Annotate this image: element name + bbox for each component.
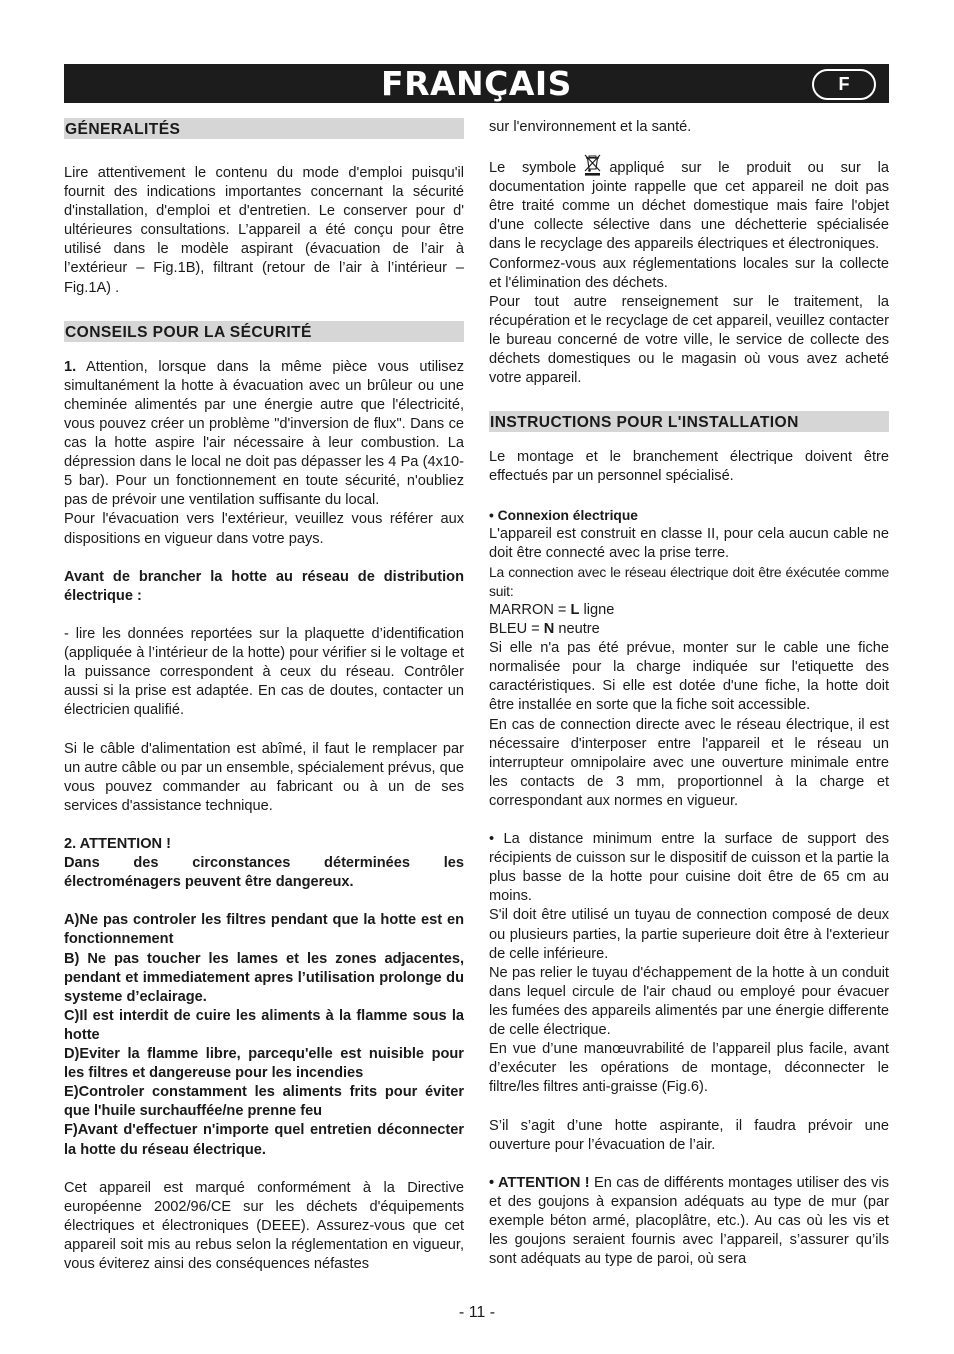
right-column bbox=[489, 118, 889, 1269]
attention-installation-label: • ATTENTION ! bbox=[489, 1174, 590, 1191]
securite-paragraph-1-text: Attention, lorsque dans la même pièce vous utilisez simultanément la hotte à évacuation avec un brûleur ou une cheminée alimentés par une énergie autre que l'électricité, vous pouvez créer un problème "d'inversion de flux". Dans ce cas la hotte aspire l'air nécessaire à leur combustion. La dépression dans le local ne doit pas dépasser les 4 Pa (4x10-5 bar). Pour un fonctionnement en toute sécurité, n'oubliez pas de prévoir une ventilation suffisante du local. bbox=[64, 358, 465, 509]
connexion-title: • Connexion électrique bbox=[489, 507, 638, 523]
installation-intro: Le montage et le branchement électrique doivent être effectués par un personnel spécialisé. bbox=[489, 449, 889, 485]
wire-marron bbox=[489, 601, 889, 620]
regles-paragraph: Conformez-vous aux réglementations locales sur la collecte et l'élimination des déchets. bbox=[489, 255, 889, 291]
section-heading-installation: INSTRUCTIONS POUR L'INSTALLATION bbox=[489, 411, 889, 432]
language-badge: F bbox=[812, 69, 876, 100]
securite-paragraph-cable: Si le câble d'alimentation est abîmé, il faut le remplacer par un autre câble ou par un ensemble, spécialement prévus, que vous pouvez commander au fabricant ou à un de ses services d'assistance technique. bbox=[64, 740, 464, 814]
wire-marron-label: MARRON = bbox=[489, 601, 571, 618]
attention-item-f: F)Avant d'effectuer n'importe quel entretien déconnecter la hotte du réseau électrique. bbox=[64, 1122, 464, 1158]
wire-bleu bbox=[489, 620, 889, 639]
relier-paragraph: Ne pas relier le tuyau d'échappement de la hotte à un conduit dans lequel circule de l'air chaud ou employé pour évacuer les fumées des appareils alimentés par une énergie differente de celle électrique. bbox=[489, 964, 889, 1039]
attention-item-b: B) Ne pas toucher les lames et les zones adjacentes, pendant et immediatement apres l’utilisation prolonge du systeme d’eclairage. bbox=[64, 950, 464, 1005]
distance-paragraph: • La distance minimum entre la surface de support des récipients de cuisson sur le dispositif de cuisson et la partie la plus basse de la hotte pour cuisine doit être de 65 cm au moins. bbox=[489, 831, 889, 905]
info-paragraph: Pour tout autre renseignement sur le traitement, la récupération et le recyclage de cet appareil, veuillez contacter le bureau concerné de votre ville, le service de collecte des déchets domestiques ou le magasin où vous avez acheté votre appareil. bbox=[489, 293, 889, 387]
attention-intro: Dans des circonstances déterminées les électroménagers peuvent être dangereux. bbox=[64, 855, 464, 891]
wire-bleu-label: BLEU = bbox=[489, 621, 544, 638]
language-banner bbox=[64, 64, 889, 103]
page-number: - 11 - bbox=[458, 1304, 496, 1321]
generalites-text: Lire attentivement le contenu du mode d'emploi puisqu'il fournit des indications importantes concernant la sécurité d'installation, d'emploi et d'entretien. Le conserver pour d' ultérieures consultations. L’appareil a été conçu pour être utilisé dans le modèle aspirant (évacuation de l’air à l’extérieur – Fig.1B), filtrant (retour de l’air à l’intérieur – Fig.1A) . bbox=[64, 165, 464, 296]
wire-bleu-code: N bbox=[543, 621, 555, 638]
directe-paragraph: En cas de connection directe avec le réseau électrique, il est nécessaire d'interposer entre l'appareil et le réseau un interrupteur omnipolaire avec une ouverture minimale entre les contacts de 3 mm, proportionnel à la charge et correspondant aux normes en vigueur. bbox=[489, 716, 889, 809]
section-heading-generalites: GÉNERALITÉS bbox=[64, 118, 464, 139]
page-title: FRANÇAIS bbox=[381, 64, 572, 103]
wire-marron-role: ligne bbox=[579, 601, 615, 618]
symbole-label: Le symbole bbox=[489, 160, 577, 177]
tuyau-paragraph: S'il doit être utilisé un tuyau de connection composé de deux ou plusieurs parties, la partie superieure doit être à l'exterieur de celle inférieure. bbox=[489, 907, 889, 962]
left-column bbox=[64, 118, 464, 1274]
wire-bleu-role: neutre bbox=[554, 621, 600, 638]
crossed-bin-icon bbox=[584, 154, 601, 176]
attention-installation-text: En cas de différents montages utiliser des vis et des goujons à expansion adéquats au type de mur (par exemple béton armé, placoplâtre, etc.). Au cas où les vis et les goujons seraient fournis avec l’appareil, s’assurer qu’ils sont adéquats au type de paroi, où sera bbox=[489, 1174, 889, 1268]
manoeuvre-paragraph: En vue d’une manœuvrabilité de l’appareil plus facile, avant d’exécuter les opérations de montage, déconnecter le filtre/les filtres anti-graisse (Fig.6). bbox=[489, 1041, 889, 1096]
securite-paragraph-2: Pour l'évacuation vers l'extérieur, veuillez vous référer aux dispositions en vigueur dans votre pays. bbox=[64, 511, 464, 547]
attention-item-e: E)Controler constamment les aliments frits pour éviter que l'huile surchauffée/ne prenne feu bbox=[64, 1084, 464, 1120]
connection-paragraph: La connection avec le réseau électrique doit être éxécutée comme suit: bbox=[489, 563, 889, 599]
securite-paragraph-identification: - lire les données reportées sur la plaquette d’identification (appliquée à l’intérieur de la hotte) pour vérifier si le voltage et la puissance correspondent à ceux du réseau. Contrôler aussi si la prise est adaptée. En cas de doutes, contacter un électricien qualifié. bbox=[64, 625, 464, 719]
symbole-text: appliqué sur le produit ou sur la documentation jointe rappelle que cet appareil ne doit pas être traité comme un déchet domestique mais faire l'objet d'une collecte sélective dans une déchetterie spécialisée dans le recyclage des appareils électriques et électroniques. bbox=[489, 160, 889, 253]
wire-marron-code: L bbox=[570, 601, 580, 618]
attention-title: 2. ATTENTION ! bbox=[64, 836, 172, 852]
item-number: 1. bbox=[64, 358, 77, 375]
attention-installation bbox=[489, 1174, 889, 1269]
classe-paragraph: L'appareil est construit en classe II, pour cela aucun cable ne doit être connecté avec la prise terre. bbox=[489, 525, 889, 561]
section-heading-securite: CONSEILS POUR LA SÉCURITÉ bbox=[64, 321, 464, 342]
fiche-paragraph: Si elle n'a pas été prévue, monter sur le cable une fiche normalisée pour la charge indiquée sur l'etiquette des caractéristiques. Si elle est dotée d'une fiche, la hotte doit être installée en sorte que la fiche soit accessible. bbox=[489, 640, 889, 714]
deee-paragraph: Cet appareil est marqué conformément à la Directive européenne 2002/96/CE sur les déchets d'équipements électriques et électroniques (DEEE). Assurez-vous que cet appareil soit mis au rebus selon la réglementation en vigueur, vous éviterez ainsi des conséquences néfastes bbox=[64, 1179, 464, 1273]
attention-item-d: D)Eviter la flamme libre, parcequ'elle est nuisible pour les filtres et dangereuse pour les incendies bbox=[64, 1046, 464, 1082]
aspirante-paragraph: S’il s’agit d’une hotte aspirante, il faudra prévoir une ouverture pour l’évacuation de l’air. bbox=[489, 1117, 889, 1153]
weee-symbol-paragraph bbox=[489, 154, 889, 254]
attention-item-a: A)Ne pas controler les filtres pendant que la hotte est en fonctionnement bbox=[64, 912, 464, 948]
securite-warning-heading: Avant de brancher la hotte au réseau de distribution électrique : bbox=[64, 568, 464, 604]
environment-continuation: sur l'environnement et la santé. bbox=[489, 119, 692, 135]
securite-paragraph-1 bbox=[64, 358, 464, 511]
attention-item-c: C)Il est interdit de cuire les aliments à la flamme sous la hotte bbox=[64, 1007, 464, 1043]
